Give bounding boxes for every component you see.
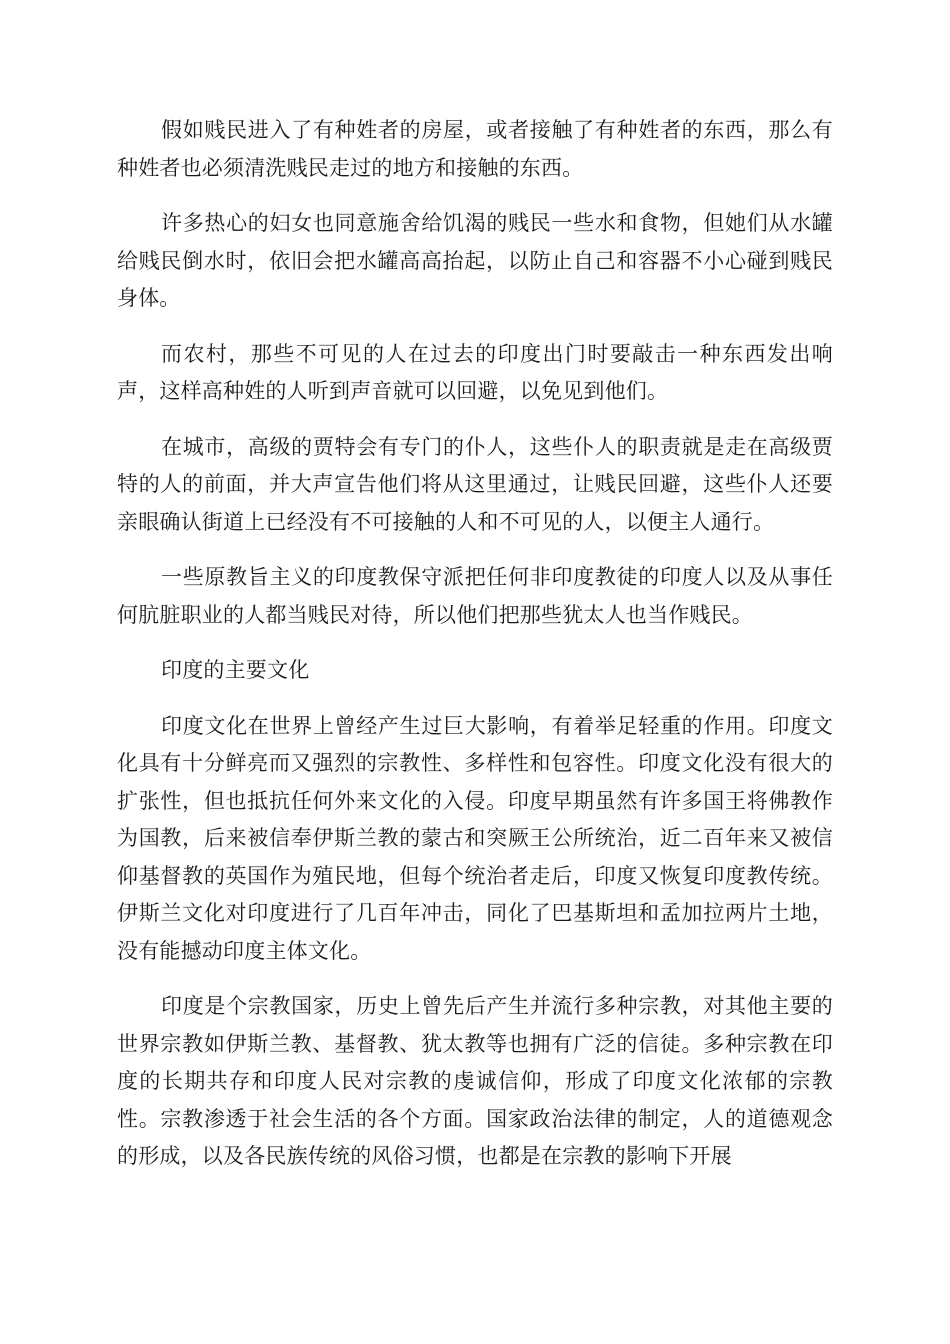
paragraph-religious-country: 印度是个宗教国家，历史上曾先后产生并流行多种宗教，对其他主要的世界宗教如伊斯兰教、基督教、犹太教等也拥有广泛的信徒。多种宗教在印度的长期共存和印度人民对宗教的虔诚信仰，形成了印度文化浓郁的宗教性。宗教渗透于社会生活的各个方面。国家政治法律的制定，人的道德观念的形成，以及各民族传统的风俗习惯，也都是在宗教的影响下开展 bbox=[117, 994, 833, 1168]
paragraph-conservatives: 一些原教旨主义的印度教保守派把任何非印度教徒的印度人以及从事任何肮脏职业的人都当贱民对待，所以他们把那些犹太人也当作贱民。 bbox=[117, 565, 833, 627]
paragraph-city-servants: 在城市，高级的贾特会有专门的仆人，这些仆人的职责就是走在高级贾特的人的前面，并大声宣告他们将从这里通过，让贱民回避，这些仆人还要亲眼确认街道上已经没有不可接触的人和不可见的人，以便主人通行。 bbox=[117, 434, 833, 534]
section-heading-main-culture: 印度的主要文化 bbox=[161, 658, 310, 682]
paragraph-culture-influence: 印度文化在世界上曾经产生过巨大影响，有着举足轻重的作用。印度文化具有十分鲜亮而又强烈的宗教性、多样性和包容性。印度文化没有很大的扩张性，但也抵抗任何外来文化的入侵。印度早期虽然有许多国王将佛教作为国教，后来被信奉伊斯兰教的蒙古和突厥王公所统治，近二百年来又被信仰基督教的英国作为殖民地，但每个统治者走后，印度又恢复印度教传统。伊斯兰文化对印度进行了几百年冲击，同化了巴基斯坦和孟加拉两片土地，没有能撼动印度主体文化。 bbox=[117, 713, 833, 963]
document-body bbox=[117, 112, 833, 1194]
paragraph-women-water: 许多热心的妇女也同意施舍给饥渴的贱民一些水和食物，但她们从水罐给贱民倒水时，依旧会把水罐高高抬起，以防止自己和容器不小心碰到贱民身体。 bbox=[117, 211, 833, 310]
paragraph-untouchables-house: 假如贱民进入了有种姓者的房屋，或者接触了有种姓者的东西，那么有种姓者也必须清洗贱民走过的地方和接触的东西。 bbox=[117, 118, 833, 180]
paragraph-village-sound: 而农村，那些不可见的人在过去的印度出门时要敲击一种东西发出响声，这样高种姓的人听到声音就可以回避，以免见到他们。 bbox=[117, 341, 833, 403]
